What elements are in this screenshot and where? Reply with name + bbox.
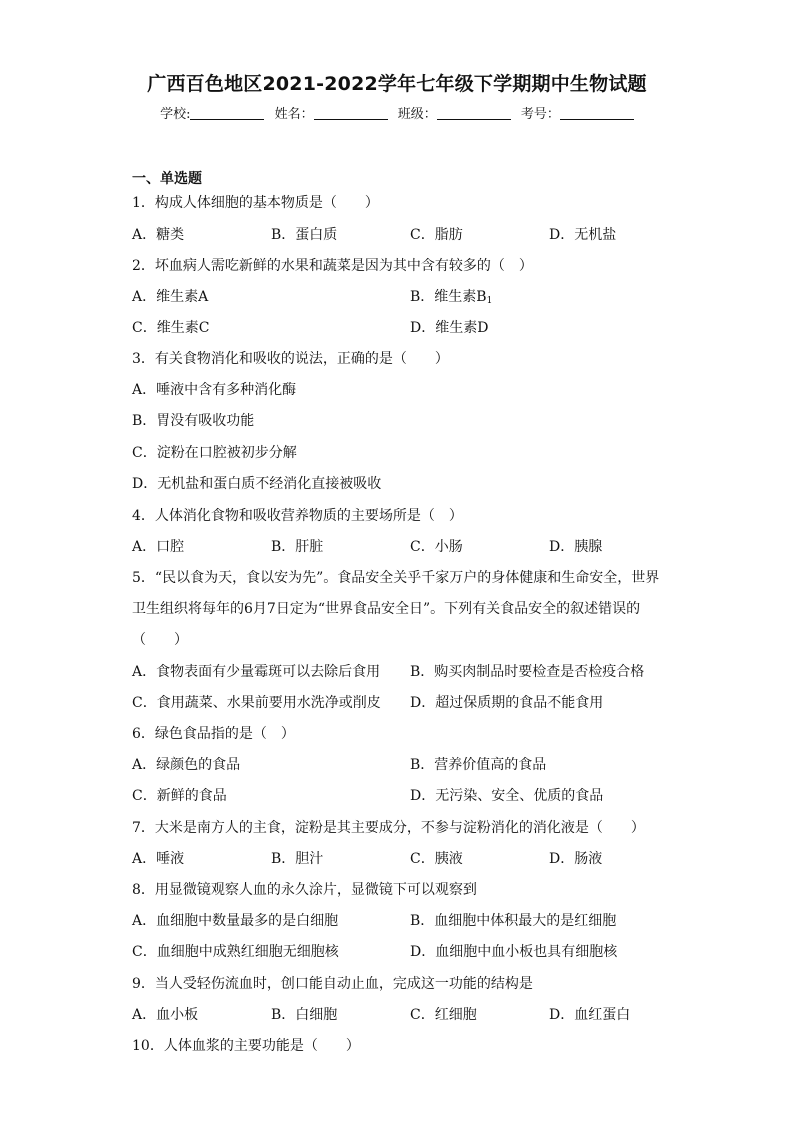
question-option: A．口腔 bbox=[132, 539, 185, 555]
question-option: B．胃没有吸收功能 bbox=[132, 413, 255, 429]
question-stem: （ ） bbox=[132, 632, 188, 648]
question-option: B．白细胞 bbox=[271, 1007, 338, 1023]
question-stem: 2．坏血病人需吃新鲜的水果和蔬菜是因为其中含有较多的（ ） bbox=[132, 258, 533, 274]
question-option: C．血细胞中成熟红细胞无细胞核 bbox=[132, 944, 339, 960]
question-option: D．血红蛋白 bbox=[549, 1007, 631, 1023]
question-option: D．胰腺 bbox=[549, 539, 603, 555]
question-stem: 卫生组织将每年的6月7日定为“世界食品安全日”。下列有关食品安全的叙述错误的 bbox=[132, 601, 641, 617]
question-option: A．糖类 bbox=[132, 227, 185, 243]
question-option: D．肠液 bbox=[549, 851, 603, 867]
question-option: D．无机盐和蛋白质不经消化直接被吸收 bbox=[132, 476, 382, 492]
question-option: B．蛋白质 bbox=[271, 227, 338, 243]
question-option: D．超过保质期的食品不能食用 bbox=[410, 695, 604, 711]
name-field[interactable]: 姓名： bbox=[275, 103, 388, 122]
question-option: C．脂肪 bbox=[410, 227, 463, 243]
question-option: D．血细胞中血小板也具有细胞核 bbox=[410, 944, 618, 960]
question-option: A．维生素A bbox=[132, 289, 209, 305]
exam-number-field[interactable]: 考号： bbox=[521, 103, 634, 122]
question-option: D．维生素D bbox=[410, 320, 489, 336]
question-stem: 7．大米是南方人的主食，淀粉是其主要成分，不参与淀粉消化的消化液是（ ） bbox=[132, 820, 645, 836]
question-stem: 3．有关食物消化和吸收的说法，正确的是（ ） bbox=[132, 351, 449, 367]
question-option: A．唾液中含有多种消化酶 bbox=[132, 382, 297, 398]
school-field[interactable]: 学校: bbox=[160, 103, 264, 122]
question-stem: 8．用显微镜观察人血的永久涂片，显微镜下可以观察到 bbox=[132, 882, 477, 898]
question-option: B．营养价值高的食品 bbox=[410, 757, 547, 773]
question-stem: 10．人体血浆的主要功能是（ ） bbox=[132, 1038, 360, 1054]
question-option: C．小肠 bbox=[410, 539, 463, 555]
question-option: B．肝脏 bbox=[271, 539, 324, 555]
question-option: B．维生素$B_1$ bbox=[410, 289, 493, 306]
question-stem: 9．当人受轻伤流血时，创口能自动止血，完成这一功能的结构是 bbox=[132, 976, 533, 992]
question-option: C．维生素C bbox=[132, 320, 210, 336]
question-stem: 4．人体消化食物和吸收营养物质的主要场所是（ ） bbox=[132, 508, 463, 524]
question-option: A．唾液 bbox=[132, 851, 185, 867]
question-option: B．血细胞中体积最大的是红细胞 bbox=[410, 913, 617, 929]
student-info-row bbox=[0, 103, 794, 122]
question-option: C．新鲜的食品 bbox=[132, 788, 227, 804]
question-option: A．绿颜色的食品 bbox=[132, 757, 241, 773]
question-stem: 5．“民以食为天，食以安为先”。食品安全关乎千家万户的身体健康和生命安全，世界 bbox=[132, 570, 660, 586]
question-option: A．血细胞中数量最多的是白细胞 bbox=[132, 913, 339, 929]
question-option: C．胰液 bbox=[410, 851, 463, 867]
question-option: C．食用蔬菜、水果前要用水洗净或削皮 bbox=[132, 695, 381, 711]
question-option: D．无机盐 bbox=[549, 227, 617, 243]
question-option: D．无污染、安全、优质的食品 bbox=[410, 788, 604, 804]
question-option: A．血小板 bbox=[132, 1007, 199, 1023]
section-heading: 一、单选题 bbox=[132, 171, 202, 187]
question-option: C．红细胞 bbox=[410, 1007, 477, 1023]
question-option: C．淀粉在口腔被初步分解 bbox=[132, 445, 297, 461]
question-stem: 6．绿色食品指的是（ ） bbox=[132, 726, 295, 742]
question-option: B．购买肉制品时要检查是否检疫合格 bbox=[410, 664, 645, 680]
page-title: 广西百色地区2021-2022学年七年级下学期期中生物试题 bbox=[147, 73, 647, 95]
class-field[interactable]: 班级： bbox=[398, 103, 511, 122]
question-option: B．胆汁 bbox=[271, 851, 324, 867]
question-option: A．食物表面有少量霉斑可以去除后食用 bbox=[132, 664, 381, 680]
question-stem: 1．构成人体细胞的基本物质是（ ） bbox=[132, 195, 379, 211]
